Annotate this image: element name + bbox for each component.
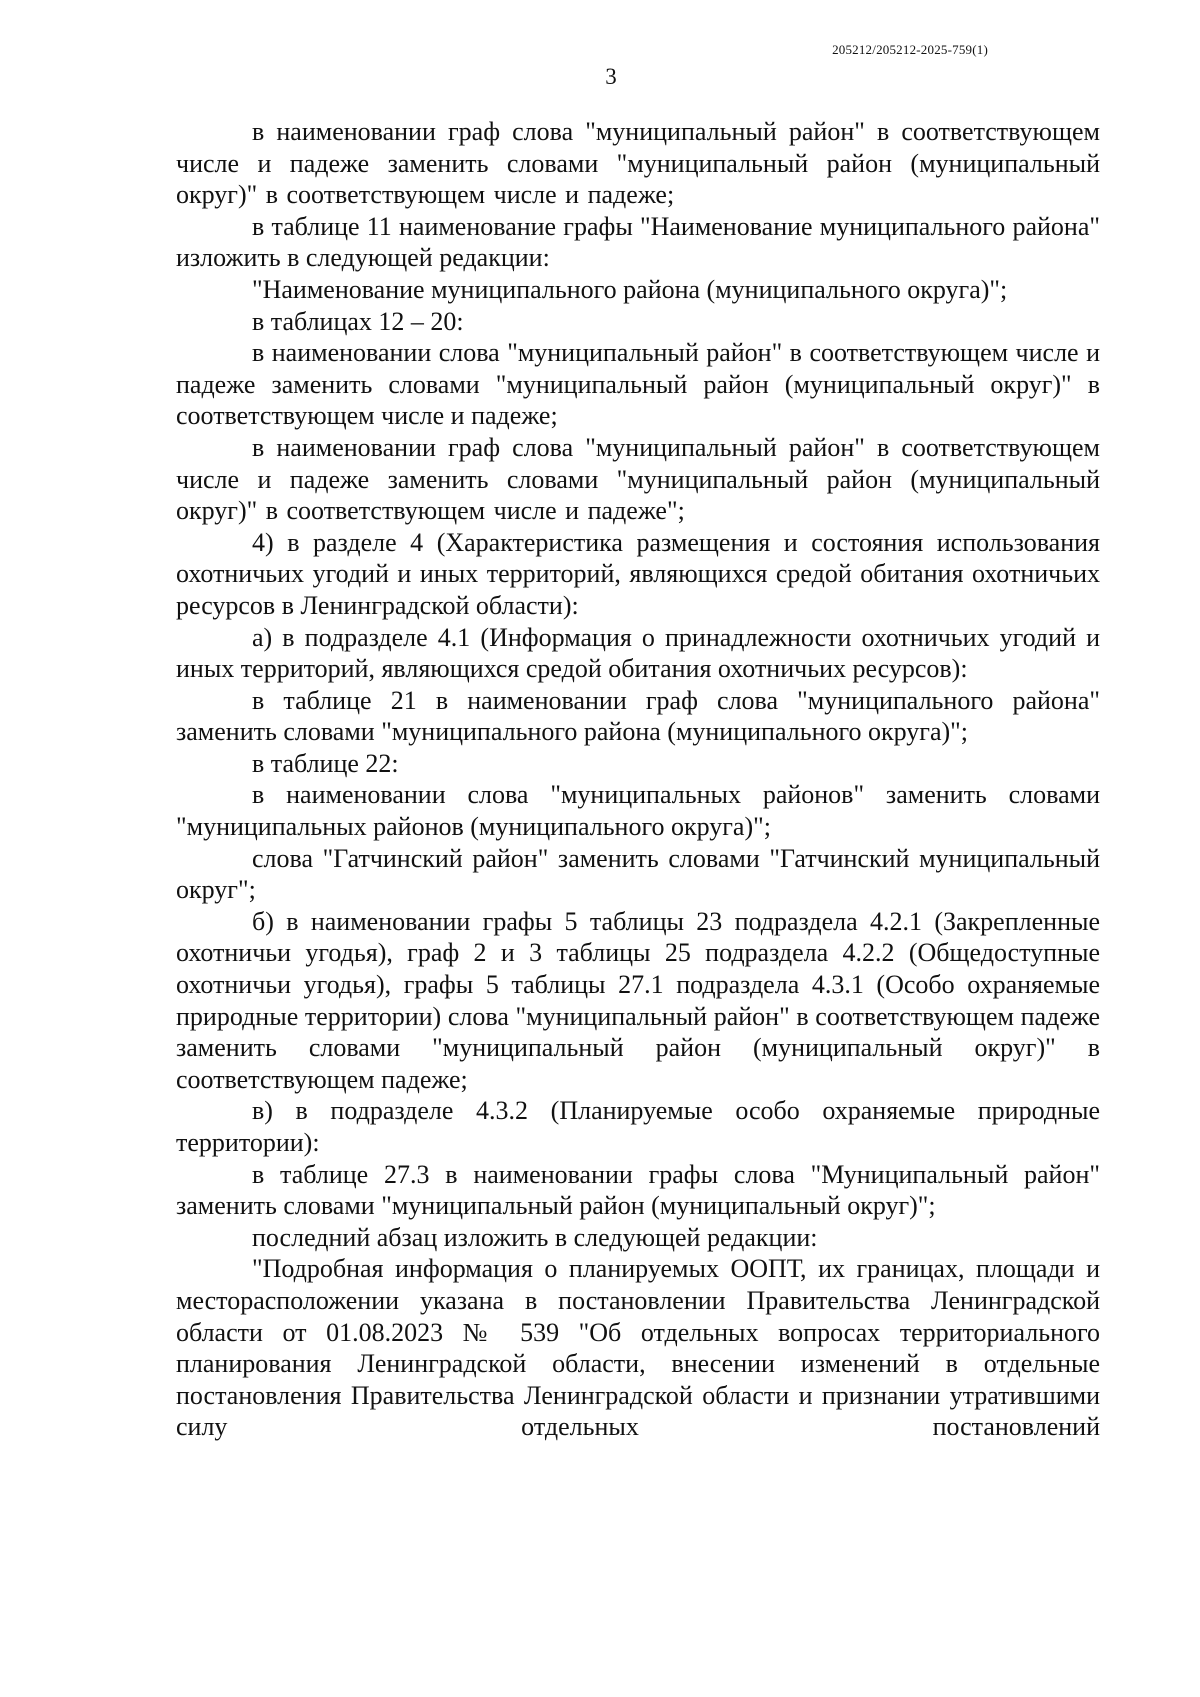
paragraph: "Подробная информация о планируемых ООПТ, их границах, площади и месторасположении указана в постановлении Правительства Ленинградской области от 01.08.2023 № 539 "Об отдельных вопросах территориального планирования Ленинградской области, внесении изменений в отдельные постановления Правительства Ленинградской области и признании утратившими силу отдельных постановлений (176, 1254, 1100, 1442)
paragraph: в таблице 21 в наименовании граф слова "муниципального района" заменить словами "муниципального района (муниципального округа)"; (176, 685, 1100, 747)
paragraph: 4) в разделе 4 (Характеристика размещения и состояния использования охотничьих угодий и иных территорий, являющихся средой обитания охотничьих ресурсов в Ленинградской области): (176, 527, 1100, 620)
paragraph: в таблице 22: (252, 748, 399, 778)
paragraph: в наименовании слова "муниципальных районов" заменить словами "муниципальных районов (муниципального округа)"; (176, 780, 1100, 842)
paragraph: в таблицах 12 – 20: (252, 306, 464, 336)
paragraph: в наименовании слова "муниципальный район" в соответствующем числе и падеже заменить словами "муниципальный район (муниципальный округ)" в соответствующем числе и падеже; (176, 338, 1100, 431)
paragraph: в таблице 11 наименование графы "Наименование муниципального района" изложить в следующей редакции: (176, 211, 1100, 273)
paragraph: в таблице 27.3 в наименовании графы слова "Муниципальный район" заменить словами "муниципальный район (муниципальный округ)"; (176, 1159, 1100, 1221)
paragraph: в наименовании граф слова "муниципальный район" в соответствующем числе и падеже заменить словами "муниципальный район (муниципальный округ)" в соответствующем числе и падеже"; (176, 432, 1100, 526)
paragraph: последний абзац изложить в следующей редакции: (252, 1222, 818, 1252)
document-registration-number: 205212/205212-2025-759(1) (832, 42, 988, 57)
paragraph: слова "Гатчинский район" заменить словами "Гатчинский муниципальный округ"; (176, 843, 1100, 905)
paragraph: в) в подразделе 4.3.2 (Планируемые особо охраняемые природные территории): (176, 1096, 1100, 1157)
page-number: 3 (605, 64, 617, 89)
paragraph: б) в наименовании графы 5 таблицы 23 подраздела 4.2.1 (Закрепленные охотничьи угодья), граф 2 и 3 таблицы 25 подраздела 4.2.2 (Общедоступные охотничьи угодья), графы 5 таблицы 27.1 подраздела 4.3.1 (Особо охраняемые природные территории) слова "муниципальный район" в соответствующем падеже заменить словами "муниципальный район (муниципальный округ)" в соответствующем падеже; (176, 906, 1100, 1094)
paragraph: а) в подразделе 4.1 (Информация о принадлежности охотничьих угодий и иных территорий, являющихся средой обитания охотничьих ресурсов): (176, 622, 1100, 684)
document-body (176, 116, 1100, 1443)
paragraph: в наименовании граф слова "муниципальный район" в соответствующем числе и падеже заменить словами "муниципальный район (муниципальный округ)" в соответствующем числе и падеже; (176, 117, 1100, 210)
paragraph: "Наименование муниципального района (муниципального округа)"; (252, 274, 1008, 304)
